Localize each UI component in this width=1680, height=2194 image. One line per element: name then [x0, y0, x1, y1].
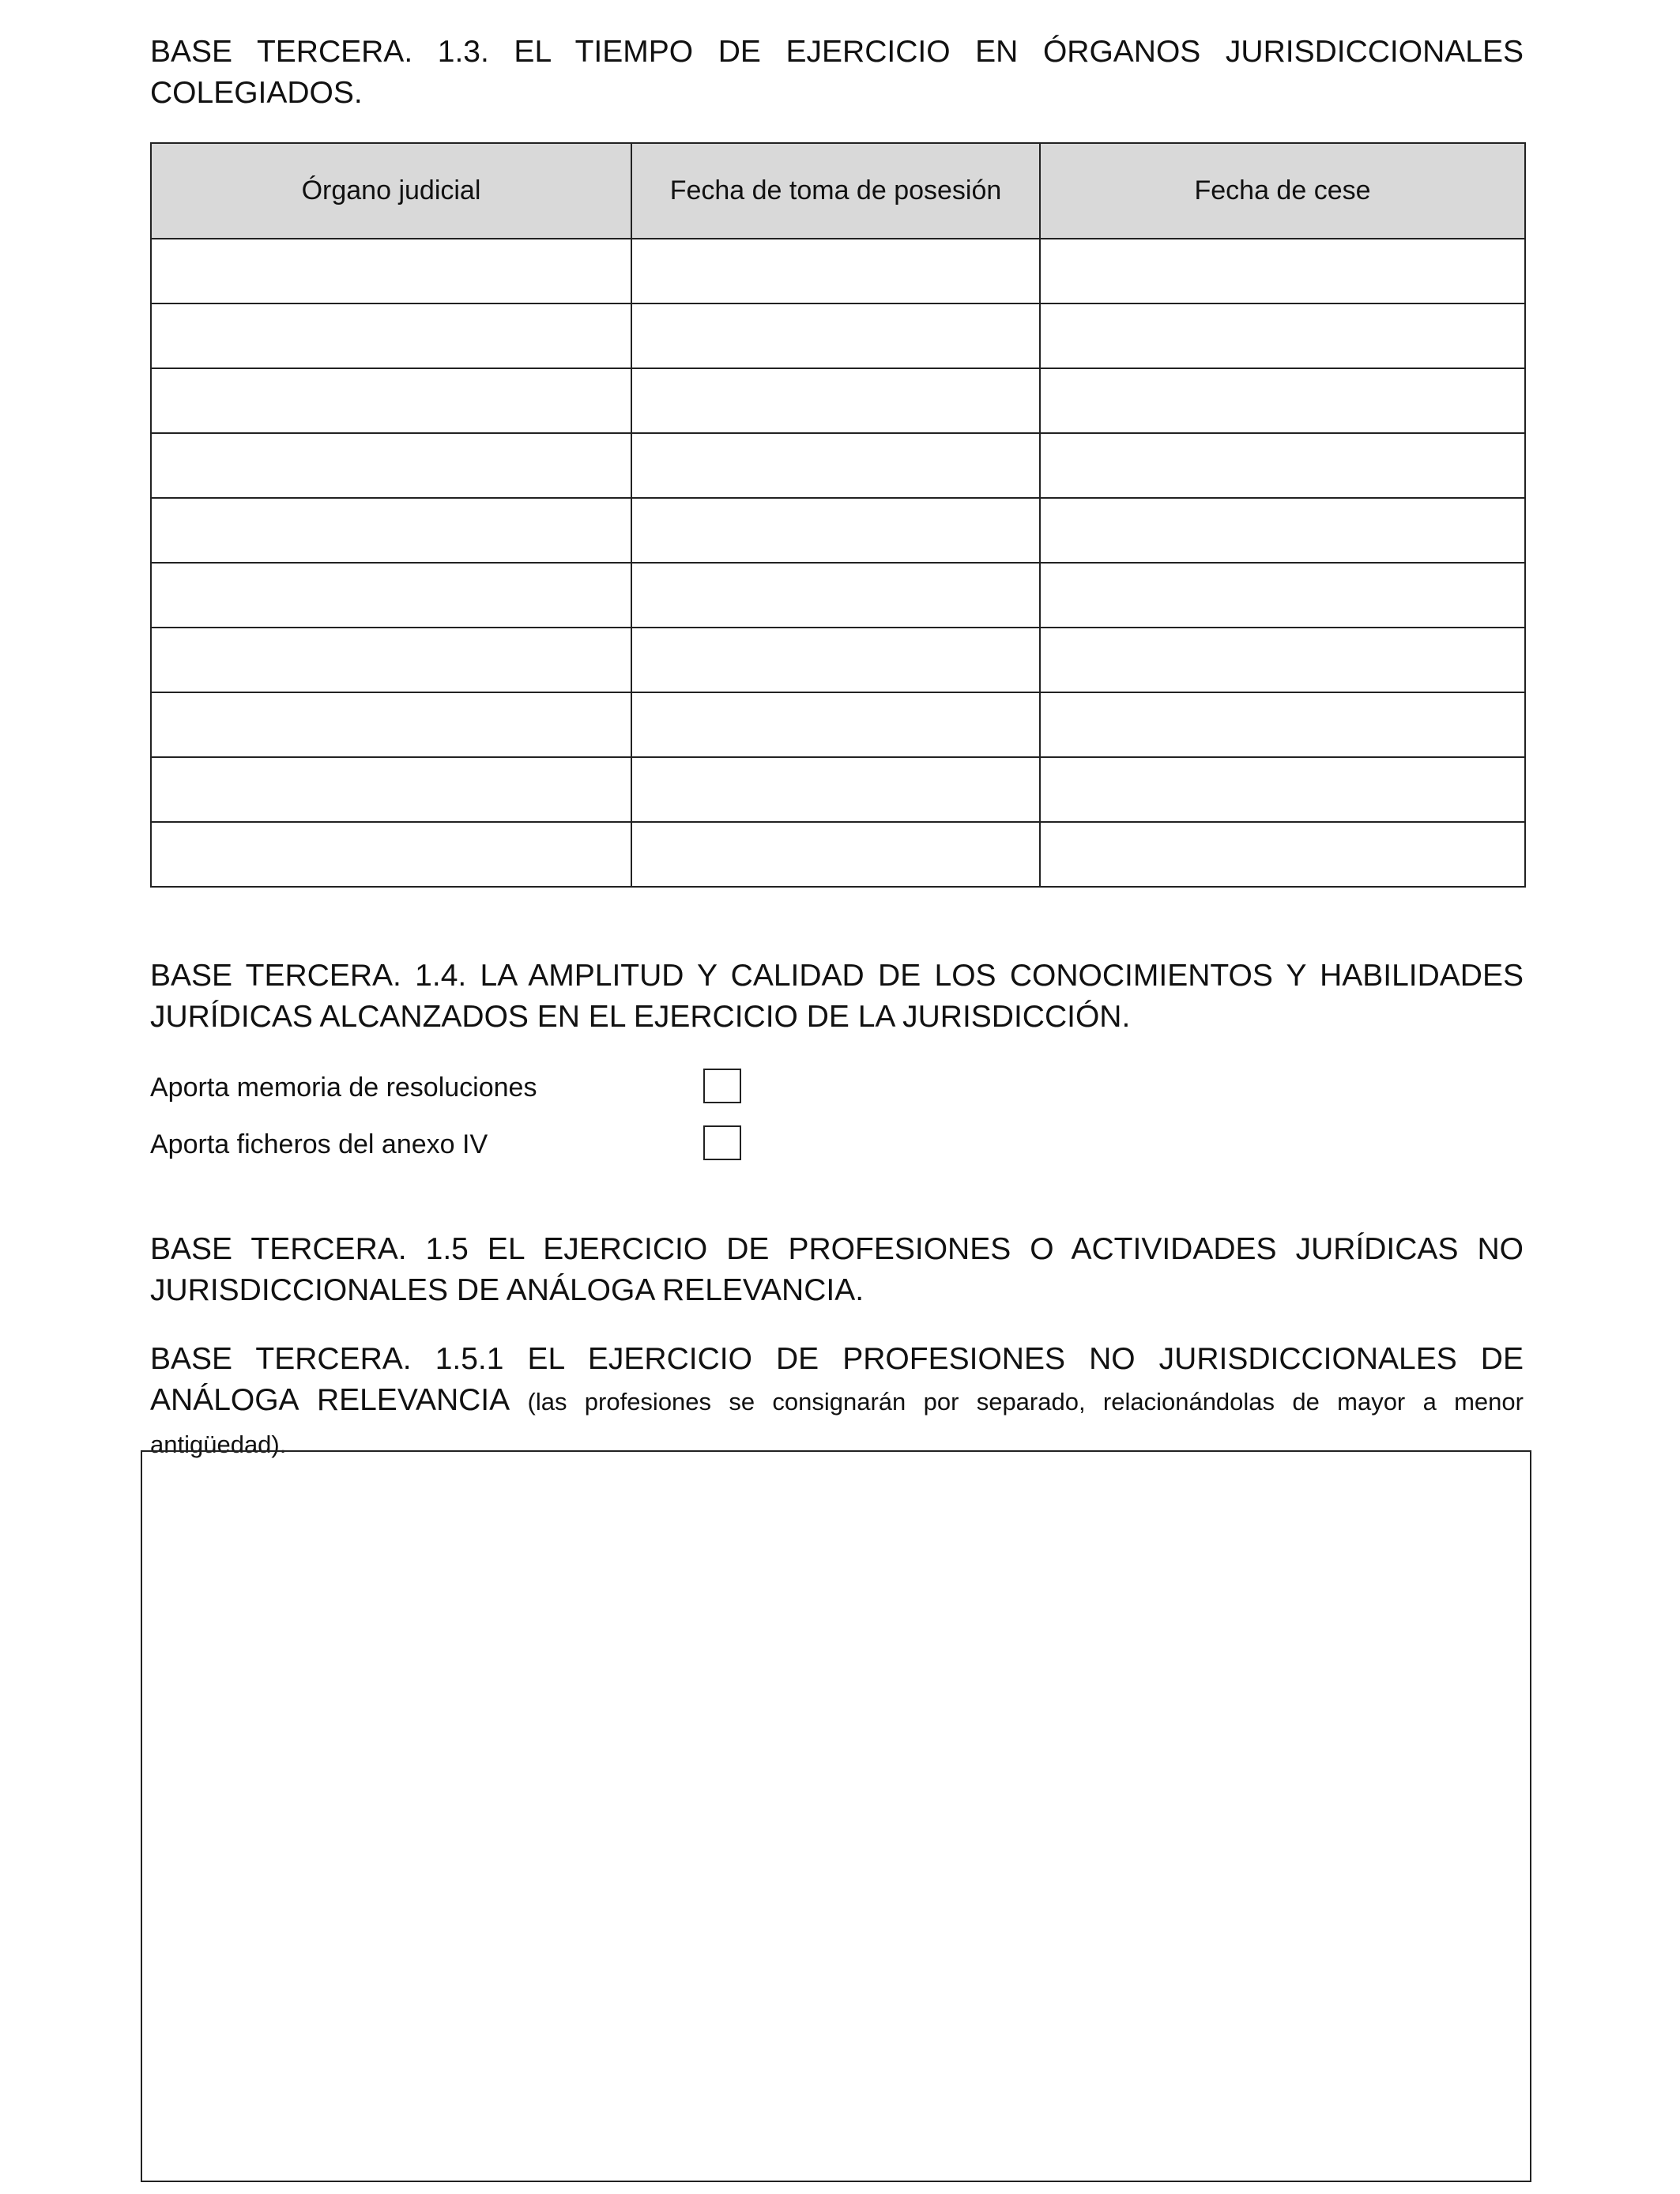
- fecha-toma-posesion-cell[interactable]: [631, 303, 1040, 368]
- col-header-fecha-toma-posesion: Fecha de toma de posesión: [631, 143, 1040, 239]
- organo-judicial-cell[interactable]: [151, 628, 631, 692]
- fecha-toma-posesion-cell[interactable]: [631, 239, 1040, 303]
- fecha-cese-cell[interactable]: [1040, 433, 1525, 498]
- fecha-toma-posesion-cell[interactable]: [631, 822, 1040, 887]
- organo-judicial-cell[interactable]: [151, 433, 631, 498]
- section-1-5-1-note: (las profesiones se consignarán por separado, relacionándolas de mayor a menor antigüedad).: [150, 1388, 1524, 1458]
- table-row: [151, 433, 1525, 498]
- table-row: [151, 303, 1525, 368]
- table-row: [151, 498, 1525, 563]
- section-1-5-1-heading: [150, 1339, 1524, 1465]
- table-row: [151, 368, 1525, 433]
- table-row: [151, 757, 1525, 822]
- fecha-toma-posesion-cell[interactable]: [631, 628, 1040, 692]
- fecha-cese-cell[interactable]: [1040, 498, 1525, 563]
- fecha-toma-posesion-cell[interactable]: [631, 498, 1040, 563]
- fecha-cese-cell[interactable]: [1040, 692, 1525, 757]
- fecha-toma-posesion-cell[interactable]: [631, 563, 1040, 628]
- table-row: [151, 628, 1525, 692]
- fecha-toma-posesion-cell[interactable]: [631, 757, 1040, 822]
- ficheros-anexo-iv-checkbox[interactable]: [703, 1125, 741, 1160]
- section-1-4-heading: BASE TERCERA. 1.4. LA AMPLITUD Y CALIDAD DE LOS CONOCIMIENTOS Y HABILIDADES JURÍDICAS ALCANZADOS EN EL EJERCICIO DE LA JURISDICCIÓN.: [150, 959, 1524, 1034]
- col-header-fecha-cese: Fecha de cese: [1040, 143, 1525, 239]
- organo-judicial-cell[interactable]: [151, 303, 631, 368]
- memoria-resoluciones-checkbox[interactable]: [703, 1069, 741, 1103]
- table-row: [151, 692, 1525, 757]
- ficheros-anexo-iv-label: Aporta ficheros del anexo IV: [150, 1129, 488, 1159]
- organo-judicial-cell[interactable]: [151, 239, 631, 303]
- fecha-cese-cell[interactable]: [1040, 303, 1525, 368]
- table-header-row: [151, 143, 1525, 239]
- ficheros-anexo-iv-option: [150, 1125, 751, 1162]
- organo-judicial-cell[interactable]: [151, 368, 631, 433]
- fecha-cese-cell[interactable]: [1040, 563, 1525, 628]
- fecha-cese-cell[interactable]: [1040, 822, 1525, 887]
- fecha-cese-cell[interactable]: [1040, 368, 1525, 433]
- memoria-resoluciones-label: Aporta memoria de resoluciones: [150, 1072, 537, 1103]
- table-row: [151, 822, 1525, 887]
- organo-judicial-cell[interactable]: [151, 822, 631, 887]
- fecha-toma-posesion-cell[interactable]: [631, 433, 1040, 498]
- col-header-organo-judicial: Órgano judicial: [151, 143, 631, 239]
- fecha-cese-cell[interactable]: [1040, 757, 1525, 822]
- fecha-toma-posesion-cell[interactable]: [631, 368, 1040, 433]
- section-1-5-heading: BASE TERCERA. 1.5 EL EJERCICIO DE PROFESIONES O ACTIVIDADES JURÍDICAS NO JURISDICCIONALES DE ANÁLOGA RELEVANCIA.: [150, 1232, 1524, 1307]
- organo-judicial-cell[interactable]: [151, 757, 631, 822]
- table-row: [151, 239, 1525, 303]
- fecha-cese-cell[interactable]: [1040, 239, 1525, 303]
- organo-judicial-cell[interactable]: [151, 692, 631, 757]
- fecha-toma-posesion-cell[interactable]: [631, 692, 1040, 757]
- profesiones-free-text-box[interactable]: [141, 1450, 1531, 2182]
- section-1-3-heading: BASE TERCERA. 1.3. EL TIEMPO DE EJERCICIO EN ÓRGANOS JURISDICCIONALES COLEGIADOS.: [150, 35, 1524, 110]
- organos-colegiados-table: [150, 142, 1526, 888]
- memoria-resoluciones-option: [150, 1069, 751, 1105]
- section-1-5-1-title: BASE TERCERA. 1.5.1 EL EJERCICIO DE PROFESIONES NO JURISDICCIONALES DE ANÁLOGA RELEVANCIA: [150, 1342, 1524, 1417]
- organo-judicial-cell[interactable]: [151, 498, 631, 563]
- fecha-cese-cell[interactable]: [1040, 628, 1525, 692]
- organo-judicial-cell[interactable]: [151, 563, 631, 628]
- table-row: [151, 563, 1525, 628]
